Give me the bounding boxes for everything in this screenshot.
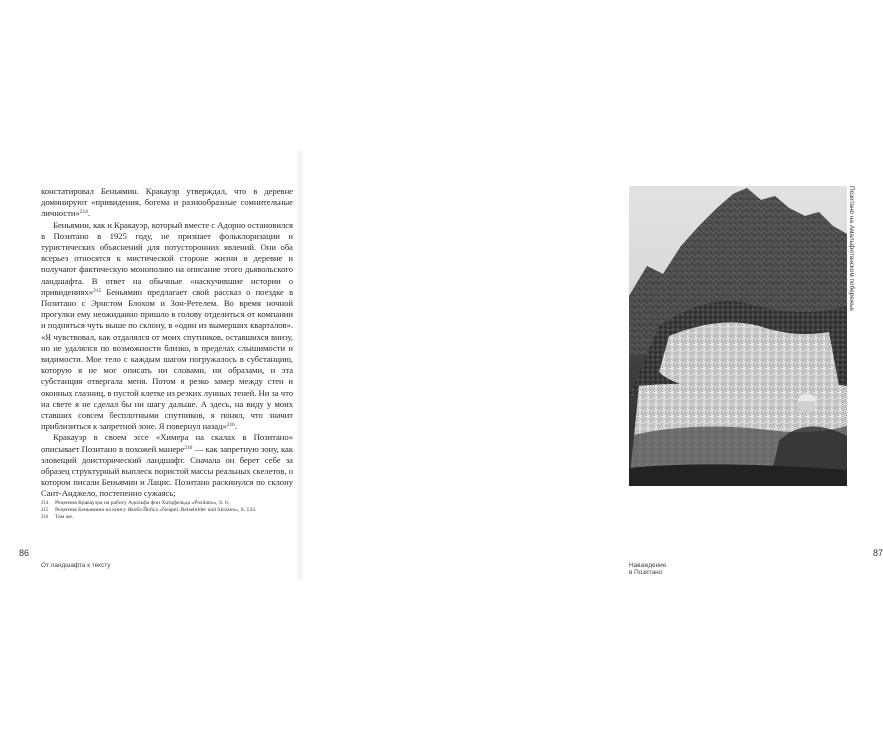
running-head-right: Наваждение в Позитано (629, 562, 667, 576)
footnote-text: Рецензия Кракауэра на работу Адольфа фон Хатцфельда «Positano», S. 6. (55, 500, 230, 506)
footnote-ref-215: 215 (93, 287, 102, 294)
footnote-text: Там же. (55, 514, 74, 521)
left-page (0, 0, 298, 750)
footnote-ref-214: 214 (79, 209, 88, 216)
body-text (41, 186, 293, 500)
footnote (41, 507, 291, 514)
footnote-ref-216b: 216 (184, 444, 193, 451)
photo-caption: Позитано на Амальфитанском побережье (848, 186, 855, 311)
paragraph-2: Беньямин, как и Кракауэр, который вместе с Адорно остановился в Позитано в 1925 году, не признает фольклоризации и туристических объяснений для потусторонних явлений. Они оба всерьез относятся к мистической стороне жизни в деревне и получают фактическую монополию на описание этого дьявольского ландшафта. В ответ на обычные «наскучившие истории о привидениях»$^{215}$ Беньямин предлагает свой рассказ о поездке в Позитано с Эрнстом Блохом и Зон-Ретелем. Во время ночной прогулки ему неожиданно пришло в голову отделиться от компании и подняться чуть выше по склону, в «один из вымерших кварталов». «Я чувствовал, как отдалялся от моих спутников, оставшихся внизу, но не удалялся по возможности близко, в пределах слышимости и видимости. Мое тело с каждым шагом погружалось в субстанцию, которую я не мог описать ни словами, ни образами, и эта субстанция отвергала меня. Потом я резко замер между стен и оконных глазниц, в пустой клетке из резких лунных теней. Ни за что на свете я не сделал бы ни шагу дальше. А здесь, на виду у моих ставших совсем бесплотными спутников, я понял, что значит приблизиться к запретной зоне. Я повернул назад»$^{216}$. (41, 219, 293, 432)
footnote-text: Рецензия Беньямина на книгу Якоба Йобса «Neapel. Reisebilder und Skizzen», S. 133. (55, 507, 257, 514)
footnote-number: 215 (41, 508, 49, 514)
footnote-number: 216 (41, 515, 49, 521)
page-number-left: 86 (19, 548, 30, 558)
paragraph-1: констатировал Беньямин. Кракауэр утверждал, что в деревне доминируют «привидения, богема и разнообразные сомнительные личности»$^{214}$. (41, 186, 293, 219)
running-head-left: От ландшафта к тексту (41, 562, 111, 569)
footnotes (41, 500, 291, 522)
footnote-ref-216a: 216 (226, 422, 235, 429)
page-number-right: 87 (873, 548, 883, 558)
paragraph-3: Кракауэр в своем эссе «Химера на скалах в Позитано» описывает Позитано в похожей манере$^{216}$ — как запретную зону, как зловещий доисторический ландшафт. Сначала он берет себе за образец структурный выплеск пористой массы реальных скелетов, о котором писали Беньямин и Лацис. Позитано раскинулся по склону Сант-Анджело, постепенно сужаясь; (41, 432, 293, 499)
right-page (302, 0, 883, 750)
footnote (41, 514, 291, 521)
positano-photo-illustration (629, 186, 847, 486)
positano-photo (629, 186, 847, 486)
footnote-number: 214 (41, 501, 49, 506)
